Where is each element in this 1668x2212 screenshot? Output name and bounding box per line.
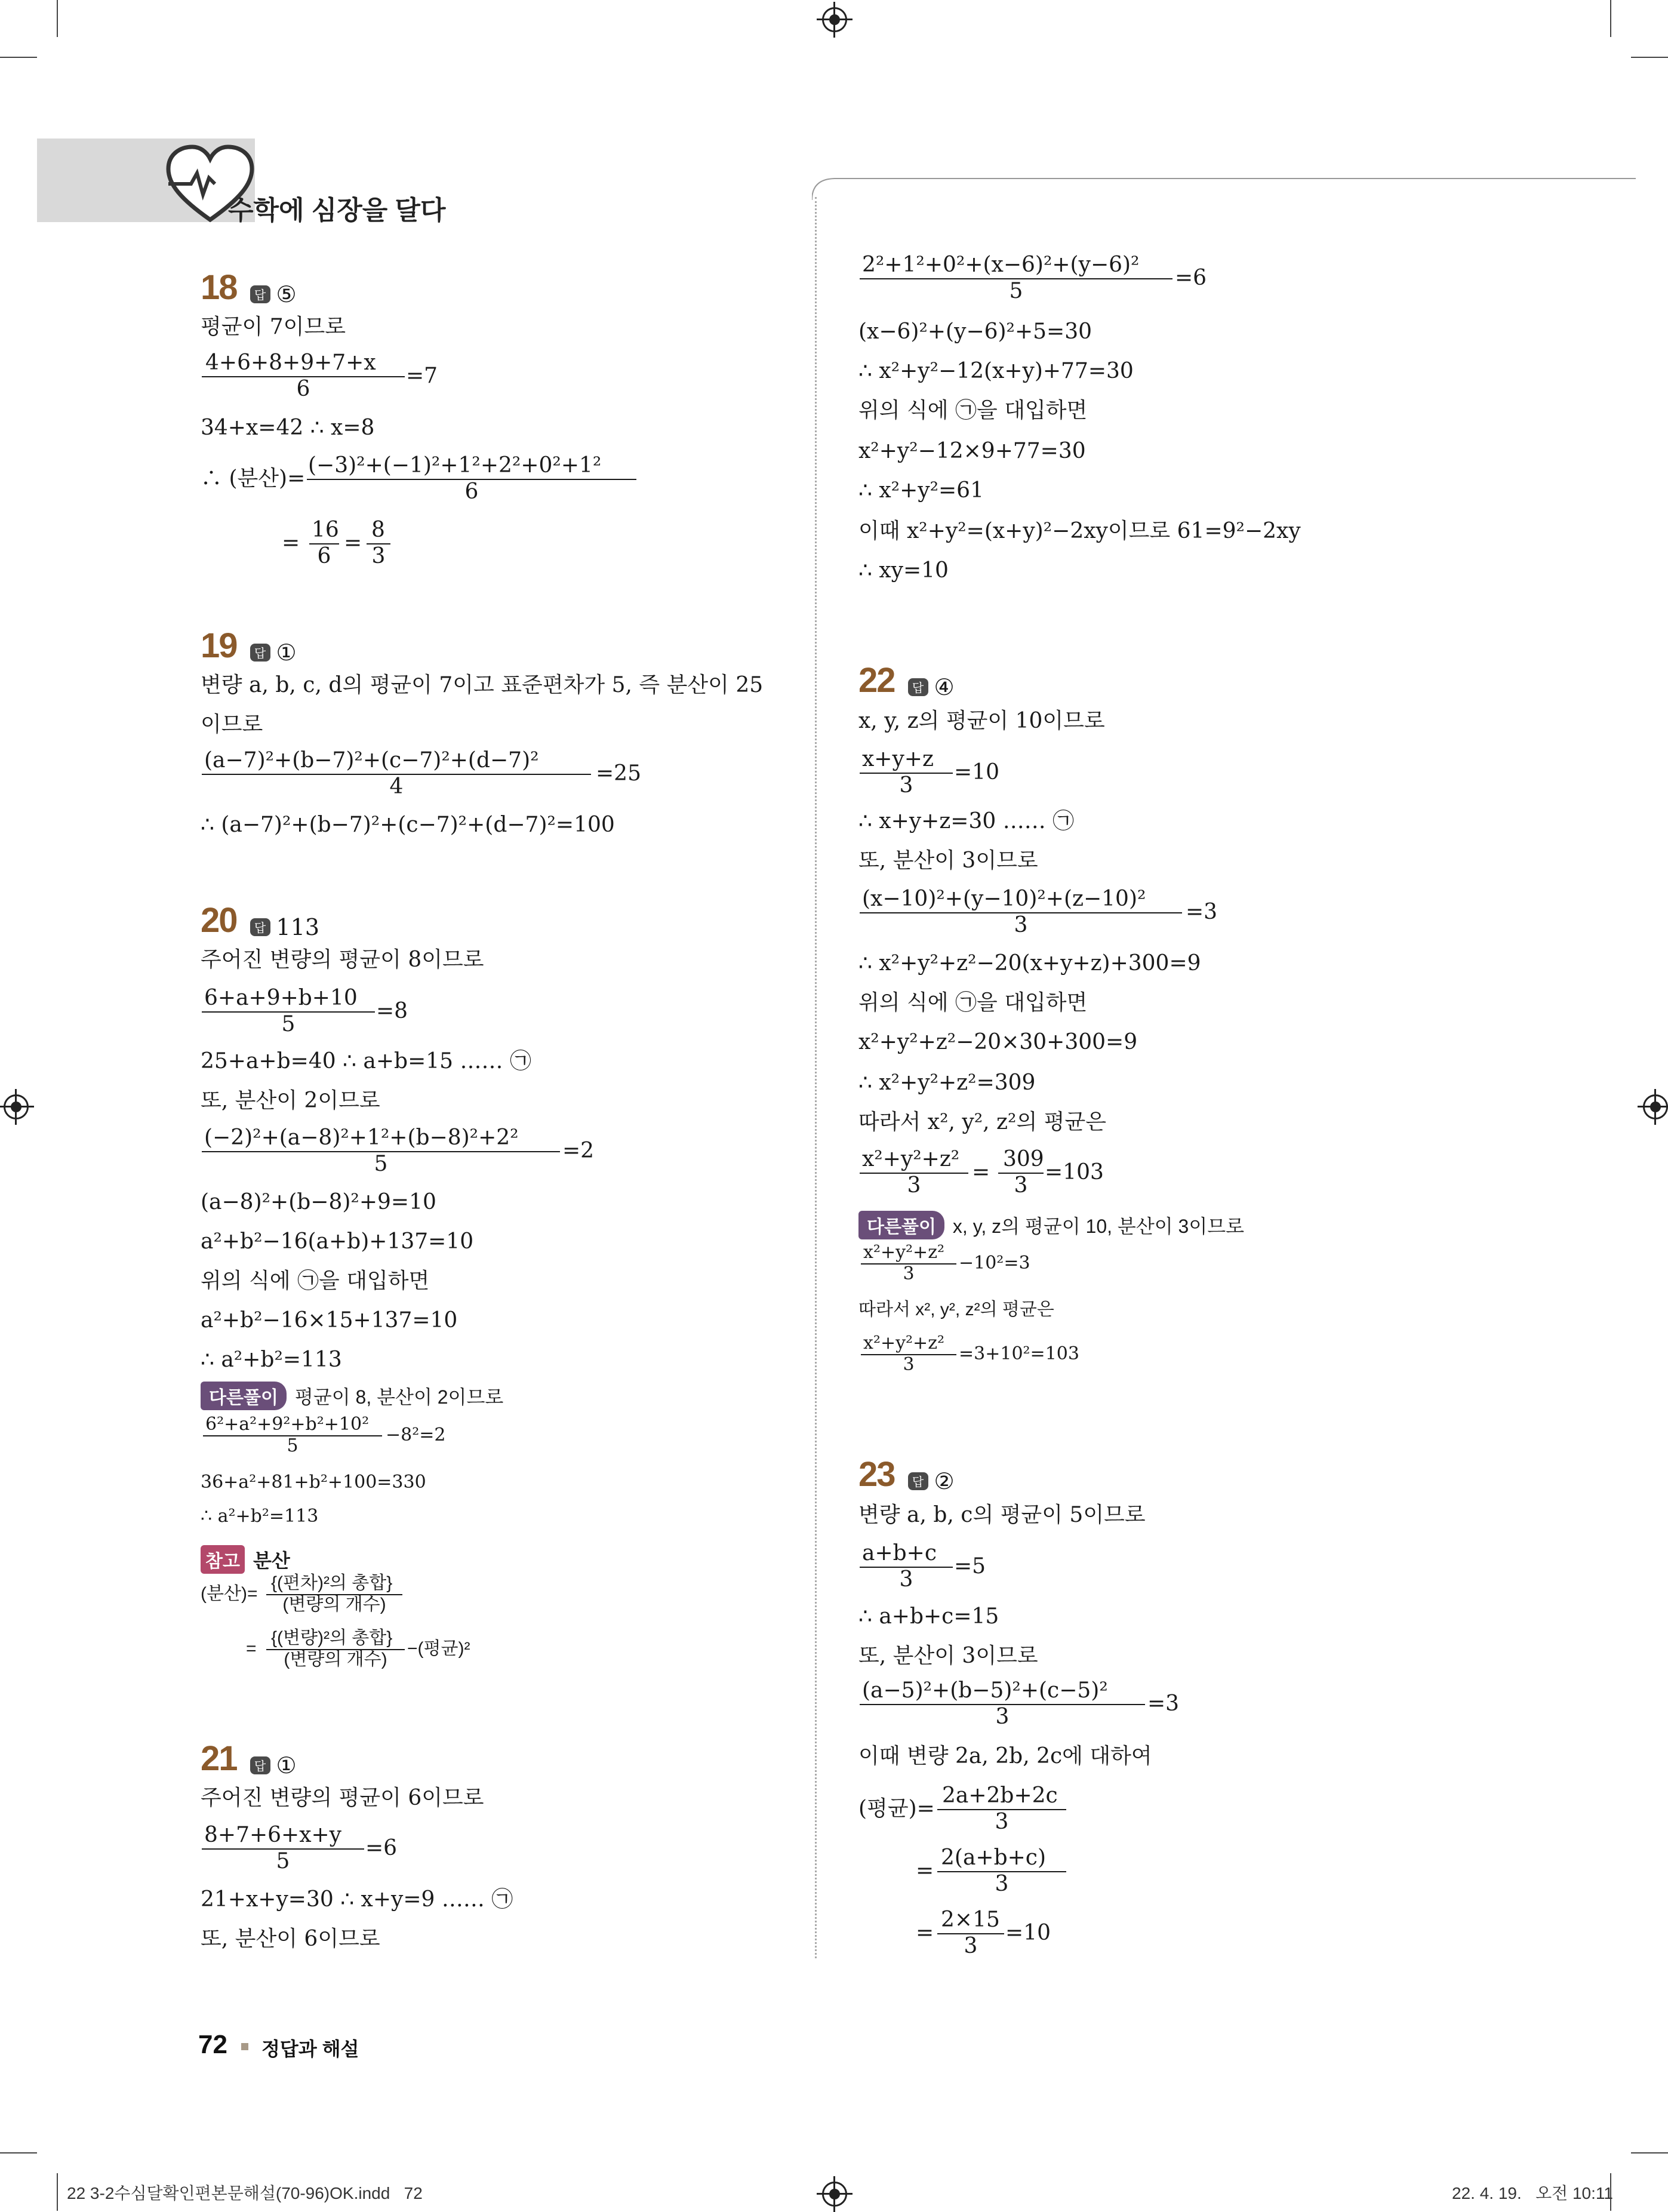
problem-number: 20 — [201, 901, 237, 940]
text-line: 따라서 x², y², z²의 평균은 — [858, 1300, 1054, 1319]
text-line: 이때 x²+y²=(x+y)²−2xy이므로 61=9²−2xy — [858, 519, 1301, 543]
text-line: x²+y²−12×9+77=30 — [858, 439, 1086, 463]
text-line: 주어진 변량의 평균이 6이므로 — [201, 1786, 484, 1810]
crop-mark — [1610, 0, 1611, 37]
text-line: ∴ (a−7)²+(b−7)²+(c−7)²+(d−7)²=100 — [201, 813, 615, 837]
registration-mark-icon — [822, 2182, 847, 2207]
print-date: 22. 4. 19. 오전 10:11 — [1452, 2184, 1613, 2202]
text-line: ∴ a+b+c=15 — [858, 1604, 999, 1629]
footer-square-icon — [241, 2043, 248, 2050]
footer-label: 정답과 해설 — [261, 2038, 359, 2060]
text-line: (a−8)²+(b−8)²+9=10 — [201, 1190, 436, 1214]
text-line: x, y, z의 평균이 10이므로 — [858, 709, 1105, 733]
answer-icon: 답 — [250, 1756, 270, 1774]
text-line: 이므로 — [201, 712, 263, 737]
header-rule — [812, 176, 1636, 200]
text-line: (x−6)²+(y−6)²+5=30 — [858, 319, 1092, 344]
answer: 답 ⑤ — [250, 281, 297, 307]
text-line: ∴ x+y+z=30 …… ㉠ — [858, 809, 1075, 833]
problem-21-header — [201, 1739, 297, 1779]
text-line: 위의 식에 ㉠을 대입하면 — [858, 398, 1088, 423]
text-line: 21+x+y=30 ∴ x+y=9 …… ㉠ — [201, 1887, 513, 1912]
page-number: 72 — [198, 2030, 227, 2059]
text-line: 36+a²+81+b²+100=330 — [201, 1472, 426, 1493]
crop-mark — [57, 2173, 58, 2211]
text-line: ∴ x²+y²−12(x+y)+77=30 — [858, 359, 1134, 383]
text-line: ∴ a²+b²=113 — [201, 1506, 319, 1527]
text-line: 위의 식에 ㉠을 대입하면 — [201, 1269, 430, 1293]
text-line: ∴ a²+b²=113 — [201, 1347, 342, 1372]
answer: 답 ① — [250, 639, 297, 666]
problem-20-header — [201, 900, 319, 940]
crop-mark — [57, 0, 58, 37]
problem-23-header — [858, 1454, 955, 1494]
registration-mark-icon — [4, 1094, 29, 1119]
text-line: 위의 식에 ㉠을 대입하면 — [858, 990, 1088, 1015]
problem-number: 18 — [201, 268, 237, 307]
text-line: a²+b²−16(a+b)+137=10 — [201, 1229, 474, 1254]
problem-22-header — [858, 660, 955, 700]
answer: 답 ④ — [908, 674, 955, 700]
problem-number: 19 — [201, 626, 237, 665]
header-brand: 수학에 심장을 달다 — [228, 196, 446, 225]
text-line: ∴ xy=10 — [858, 558, 949, 583]
crop-mark — [1631, 2152, 1668, 2153]
reference-note: 참고 분산 — [201, 1545, 290, 1574]
text-line: a²+b²−16×15+137=10 — [201, 1308, 458, 1333]
text-line: 또, 분산이 2이므로 — [201, 1088, 380, 1113]
ref-label: 참고 — [201, 1545, 245, 1574]
problem-number: 21 — [201, 1739, 237, 1778]
text-line: 주어진 변량의 평균이 8이므로 — [201, 947, 484, 972]
answer-icon: 답 — [250, 918, 270, 936]
crop-mark — [0, 57, 37, 58]
registration-mark-icon — [822, 7, 847, 32]
text-line: 또, 분산이 6이므로 — [201, 1927, 380, 1951]
answer-icon: 답 — [908, 678, 928, 696]
problem-19-header — [201, 626, 297, 666]
text-line: 변량 a, b, c, d의 평균이 7이고 표준편차가 5, 즉 분산이 25 — [201, 673, 764, 697]
text-line: ∴ x²+y²+z²=309 — [858, 1070, 1036, 1095]
answer: 답 ② — [908, 1468, 955, 1494]
answer-icon: 답 — [250, 285, 270, 303]
registration-mark-icon — [1643, 1094, 1668, 1119]
file-info: 22 3-2수심달확인편본문해설(70-96)OK.indd 72 — [67, 2184, 423, 2202]
text-line: 또, 분산이 3이므로 — [858, 848, 1038, 873]
text-line: ∴ x²+y²+z²−20(x+y+z)+300=9 — [858, 951, 1201, 976]
text-line: 또, 분산이 3이므로 — [858, 1644, 1038, 1668]
column-divider — [815, 197, 817, 1958]
text-line: 25+a+b=40 ∴ a+b=15 …… ㉠ — [201, 1049, 531, 1073]
alt-label: 다른풀이 — [858, 1211, 944, 1239]
alternative-solution: 다른풀이 평균이 8, 분산이 2이므로 — [201, 1382, 503, 1410]
text-line: 따라서 x², y², z²의 평균은 — [858, 1110, 1106, 1134]
text-line: 34+x=42 ∴ x=8 — [201, 416, 375, 440]
text-line: ∴ x²+y²=61 — [858, 478, 984, 503]
problem-number: 23 — [858, 1455, 895, 1494]
answer: 답 ① — [250, 1752, 297, 1779]
answer: 답 113 — [250, 914, 320, 940]
alternative-solution: 다른풀이 x, y, z의 평균이 10, 분산이 3이므로 — [858, 1211, 1244, 1239]
text-line: 변량 a, b, c의 평균이 5이므로 — [858, 1503, 1146, 1527]
answer-icon: 답 — [908, 1472, 928, 1490]
alt-label: 다른풀이 — [201, 1382, 287, 1410]
text-line: 이때 변량 2a, 2b, 2c에 대하여 — [858, 1744, 1152, 1768]
text-line: 평균이 7이므로 — [201, 315, 346, 339]
crop-mark — [1631, 57, 1668, 58]
problem-18-header — [201, 267, 297, 307]
text-line: x²+y²+z²−20×30+300=9 — [858, 1030, 1138, 1054]
problem-number: 22 — [858, 661, 895, 700]
crop-mark — [0, 2152, 37, 2153]
answer-icon: 답 — [250, 644, 270, 662]
